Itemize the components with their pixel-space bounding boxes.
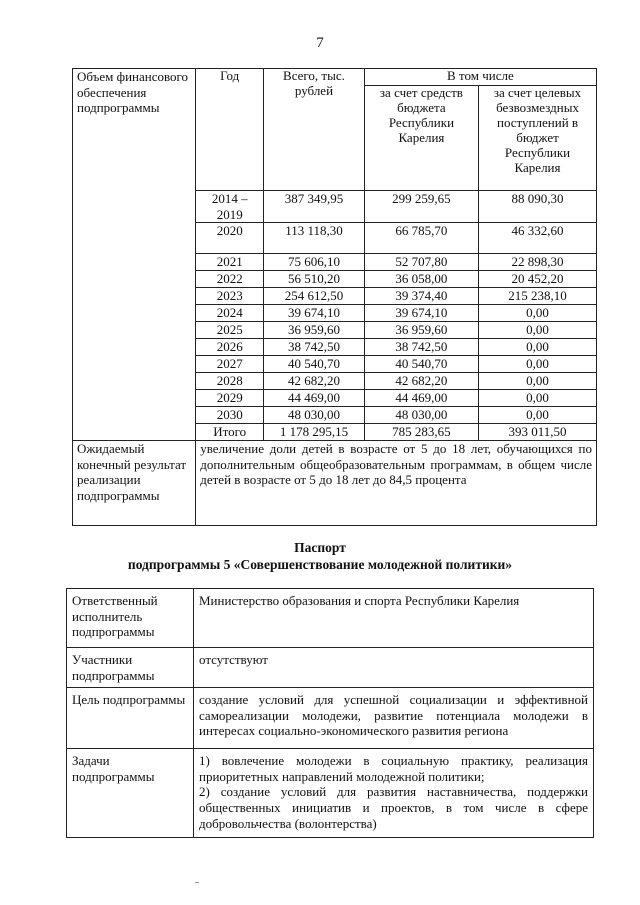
total-cell: 387 349,95 [264,191,365,223]
financing-row-label: Объем финансового обеспечения подпрограммы [73,69,196,441]
budget-cell: 38 742,50 [364,339,478,356]
total-cell: 56 510,20 [264,271,365,288]
financing-table [72,68,597,526]
passport-label: Задачи подпрограммы [67,749,194,838]
year-cell: 2023 [196,288,264,305]
targeted-cell: 0,00 [479,390,597,407]
total-cell: 113 118,30 [264,223,365,254]
col-header-year: Год [196,69,264,191]
passport-value: отсутствуют [194,648,594,688]
year-cell: 2025 [196,322,264,339]
passport-table [66,588,594,838]
total-cell: 44 469,00 [264,390,365,407]
year-cell: 2026 [196,339,264,356]
col-header-targeted: за счет целевых безвозмездных поступлений в бюджет Республики Карелия [479,86,597,191]
table-row [67,648,594,688]
passport-title [0,540,640,574]
col-header-budget: за счет средств бюджета Республики Карелия [364,86,478,191]
targeted-cell: 20 452,20 [479,271,597,288]
year-cell: 2020 [196,223,264,254]
total-cell: 1 178 295,15 [264,424,365,441]
table-row [67,688,594,749]
result-row [73,441,597,526]
year-cell: 2024 [196,305,264,322]
scan-mark [195,882,199,883]
targeted-cell: 0,00 [479,356,597,373]
budget-cell: 52 707,80 [364,254,478,271]
total-cell: 36 959,60 [264,322,365,339]
budget-cell: 36 959,60 [364,322,478,339]
total-cell: 42 682,20 [264,373,365,390]
budget-cell: 39 374,40 [364,288,478,305]
page-number: 7 [316,35,324,51]
budget-cell: 40 540,70 [364,356,478,373]
result-label: Ожидаемый конечный результат реализации подпрограммы [73,441,196,526]
year-cell: 2027 [196,356,264,373]
passport-value: создание условий для успешной социализации и эффективной самореализации молодежи, развитие потенциала молодежи в интересах социально-экономического развития региона [194,688,594,749]
year-cell: 2022 [196,271,264,288]
total-cell: 40 540,70 [264,356,365,373]
budget-cell: 39 674,10 [364,305,478,322]
targeted-cell: 0,00 [479,305,597,322]
col-header-total: Всего, тыс. рублей [264,69,365,191]
budget-cell: 44 469,00 [364,390,478,407]
passport-label: Участники подпрограммы [67,648,194,688]
targeted-cell: 0,00 [479,373,597,390]
year-cell: 2021 [196,254,264,271]
targeted-cell: 0,00 [479,322,597,339]
passport-value [194,749,594,838]
passport-value: Министерство образования и спорта Республики Карелия [194,589,594,648]
total-cell: 39 674,10 [264,305,365,322]
targeted-cell: 0,00 [479,339,597,356]
col-header-including: В том числе [364,69,596,86]
total-cell: 254 612,50 [264,288,365,305]
year-cell: Итого [196,424,264,441]
total-cell: 48 030,00 [264,407,365,424]
budget-cell: 66 785,70 [364,223,478,254]
year-cell: 2029 [196,390,264,407]
total-cell: 75 606,10 [264,254,365,271]
targeted-cell: 22 898,30 [479,254,597,271]
table-row [67,589,594,648]
passport-label: Цель подпрограммы [67,688,194,749]
targeted-cell: 393 011,50 [479,424,597,441]
table-row [67,749,594,838]
year-cell: 2014 – 2019 [196,191,264,223]
budget-cell: 42 682,20 [364,373,478,390]
targeted-cell: 88 090,30 [479,191,597,223]
passport-label: Ответственный исполнитель подпрограммы [67,589,194,648]
budget-cell: 785 283,65 [364,424,478,441]
year-cell: 2030 [196,407,264,424]
budget-cell: 48 030,00 [364,407,478,424]
targeted-cell: 0,00 [479,407,597,424]
task-item: 1) вовлечение молодежи в социальную практику, реализация приоритетных направлений молодежной политики; [199,753,588,784]
year-cell: 2028 [196,373,264,390]
result-text: увеличение доли детей в возрасте от 5 до 18 лет, обучающихся по дополнительным общеобразовательным программам, в общем числе детей в возрасте от 5 до 18 лет до 84,5 процента [196,441,597,526]
task-item: 2) создание условий для развития наставничества, поддержки общественных инициатив и проектов, в том числе в сфере добровольчества (волонтерства) [199,784,588,831]
targeted-cell: 215 238,10 [479,288,597,305]
targeted-cell: 46 332,60 [479,223,597,254]
budget-cell: 36 058,00 [364,271,478,288]
passport-title-line1: Паспорт [294,540,346,555]
passport-title-line2: подпрограммы 5 «Совершенствование молодежной политики» [127,556,513,572]
budget-cell: 299 259,65 [364,191,478,223]
total-cell: 38 742,50 [264,339,365,356]
